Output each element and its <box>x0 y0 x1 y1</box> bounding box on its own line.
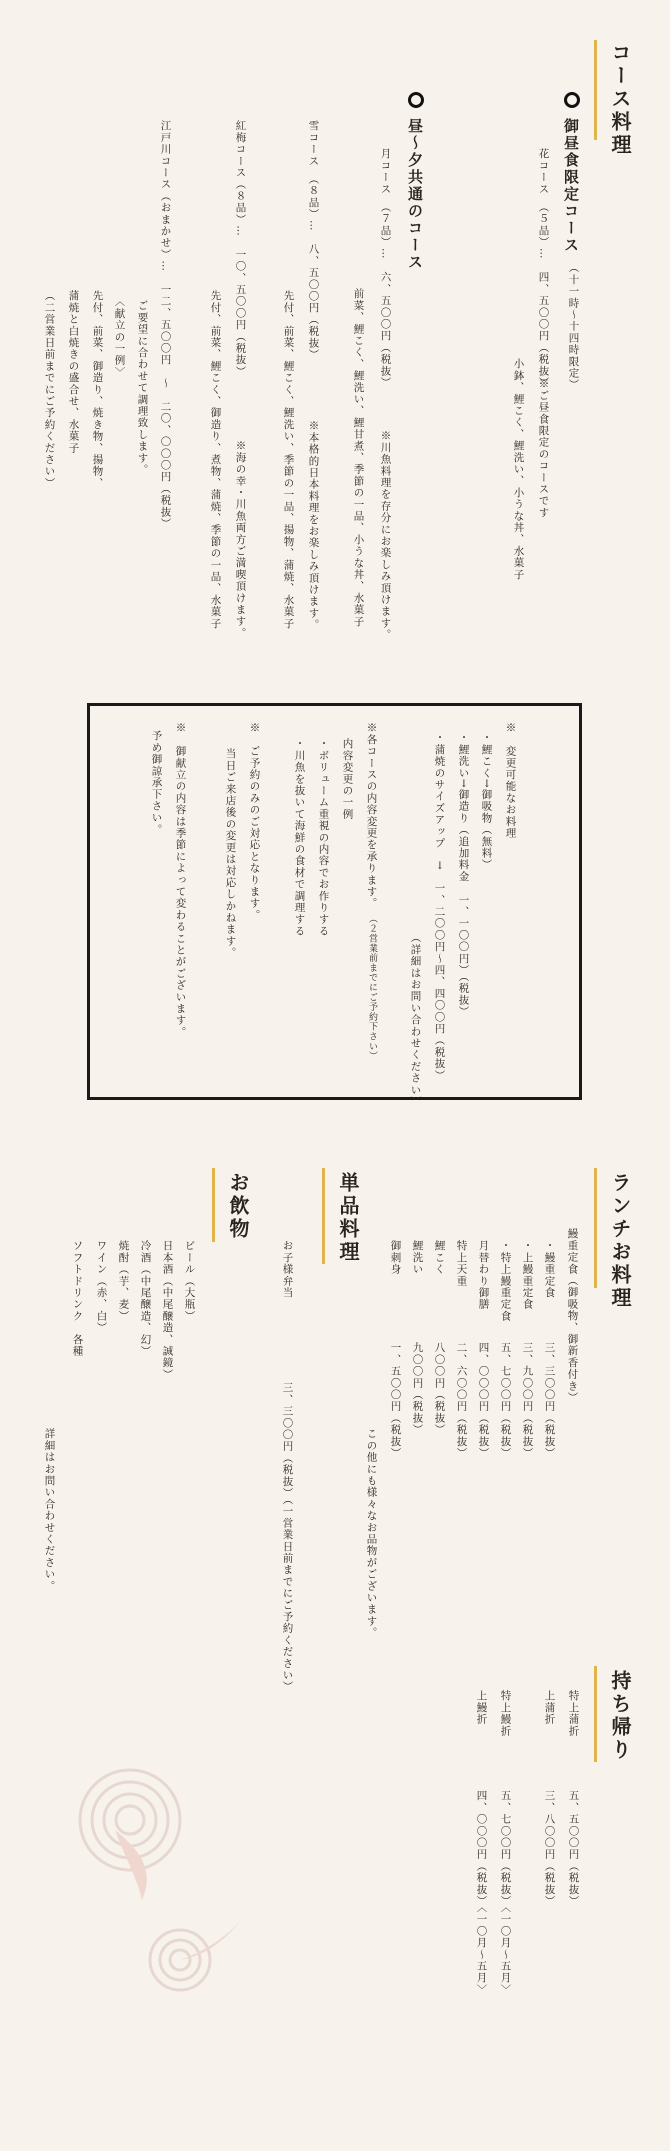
edo-course-sub1: ご要望に合わせて調理致します。 <box>136 300 149 476</box>
drink-item-0: ビール（大瓶） <box>183 1240 196 1322</box>
lunch-item-name-7: 御刺身 <box>389 1240 402 1276</box>
lunch-item-name-2: ・特上鰻重定食 <box>499 1240 512 1322</box>
kobai-course-line: 紅梅コース（８品）… 一〇、五〇〇円（税抜） <box>234 120 247 378</box>
season-note-2: 予め御諒承下さい。 <box>150 730 163 836</box>
change-item-4: （詳細はお問い合わせください） <box>409 932 422 1108</box>
lunch-item-price-3: 四、〇〇〇円（税抜） <box>477 1342 490 1459</box>
lunch-footer: この他にも様々なお品物がございます。 <box>365 1428 378 1639</box>
kobai-course-note: ※海の幸・川魚両方ご満喫頂けます。 <box>234 440 247 639</box>
change-item-3: ・蒲焼のサイズアップ → 一、二〇〇円〜四、四〇〇円（税抜） <box>433 732 446 1082</box>
edo-course-sub5: （二営業日前までにご予約ください） <box>43 290 56 489</box>
takeout-item-name-0: 特上蒲折 <box>567 1690 580 1737</box>
lunch-item-name-6: 鯉洗い <box>411 1240 424 1276</box>
edo-course-line: 江戸川コース（おまかせ）… 一二、五〇〇円 〜 二〇、〇〇〇円（税抜） <box>159 120 172 530</box>
drinks-title-accent <box>212 1168 215 1242</box>
edo-course-sub2: 〈献立の一例〉 <box>113 296 126 378</box>
takeout-item-name-2: 特上鰻折 <box>499 1690 512 1737</box>
change-head: ※ 変更可能なお料理 <box>504 722 517 839</box>
drink-item-4: ワイン（赤、白） <box>95 1240 108 1334</box>
yuki-course-items: 先付、前菜、鯉こく、鯉洗い、季節の一品、揚物、蒲焼、水菓子 <box>282 290 295 630</box>
content-change-1: 内容変更の一例 <box>341 738 354 820</box>
yuki-course-note: ※本格的日本料理をお楽しみ頂けます。 <box>307 420 320 631</box>
change-item-1: ・鯉こく→御吸物（無料） <box>480 732 493 871</box>
takeout-item-name-1: 上蒲折 <box>543 1690 556 1726</box>
lunch-item-price-0: 三、三〇〇円（税抜） <box>543 1342 556 1459</box>
change-item-2: ・鯉洗い→御造り（追加料金 一、一〇〇円）（税抜） <box>457 732 470 1018</box>
content-change-3: ・川魚を抜いて海鮮の食材で調理する <box>293 738 306 937</box>
lunch-title-accent <box>594 1168 597 1288</box>
hana-course-items: 小鉢、鯉こく、鯉洗い、小うな丼、水菓子 <box>512 358 525 581</box>
drink-item-5: ソフトドリンク 各種 <box>71 1240 84 1357</box>
content-change-2: ・ボリューム重視の内容でお作りする <box>317 738 330 937</box>
takeout-item-price-1: 三、八〇〇円（税抜） <box>543 1790 556 1907</box>
weekday-hours: （十一時〜十四時限定） <box>567 262 580 391</box>
drink-item-3: 焼酎（芋、麦） <box>117 1240 130 1322</box>
lunch-item-name-0: ・鰻重定食 <box>543 1240 556 1299</box>
drinks-title: お飲物 <box>226 1172 250 1241</box>
course-title: コース料理 <box>608 42 632 157</box>
season-note-1: ※ 御献立の内容は季節によって変わることがございます。 <box>174 722 187 1038</box>
lunch-title: ランチお料理 <box>608 1172 632 1310</box>
weekday-bullet-icon <box>564 92 580 108</box>
allday-course-header: 昼〜夕共通のコース <box>406 118 424 271</box>
edo-course-sub3: 先付、前菜、御造り、焼き物、揚物、 <box>91 290 104 489</box>
tsuki-course-items: 前菜、鯉こく、鯉洗い、鯉甘煮、季節の一品、小うな丼、水菓子 <box>352 288 365 628</box>
water-ripple-icon <box>60 1760 300 2000</box>
edo-course-sub4: 蒲焼と白焼きの盛合せ、水菓子 <box>67 290 80 454</box>
lunch-item-price-4: 二、六〇〇円（税抜） <box>455 1342 468 1459</box>
takeout-title: 持ち帰り <box>608 1670 632 1762</box>
lunch-item-name-3: 月替わり御膳 <box>477 1240 490 1311</box>
lunch-item-name-1: ・上鰻重定食 <box>521 1240 534 1311</box>
tsuki-course-note: ※川魚料理を存分にお楽しみ頂けます。 <box>379 430 392 641</box>
tanpin-item-name: お子様弁当 <box>281 1240 294 1299</box>
lunch-header: 鰻重定食（御吸物、御新香付き） <box>566 1228 579 1404</box>
weekday-course-header: 御昼食限定コース <box>562 118 580 254</box>
drink-item-2: 冷酒（中尾醸造、幻） <box>139 1240 152 1357</box>
tsuki-course-line: 月コース （７品）… 六、五〇〇円（税抜） <box>379 148 392 389</box>
lunch-item-price-6: 九〇〇円（税抜） <box>411 1342 424 1436</box>
takeout-title-accent <box>594 1666 597 1762</box>
lunch-item-price-5: 八〇〇円（税抜） <box>433 1342 446 1436</box>
tanpin-item-price: 三、三〇〇円（税抜）（一営業日前までにご予約ください） <box>281 1382 294 1693</box>
content-change-small: （２営業前までにご予約下さい） <box>367 914 377 1061</box>
allday-bullet-icon <box>408 92 424 108</box>
drink-item-1: 日本酒（中尾醸造、誠鏡） <box>161 1240 174 1381</box>
hana-course-line: 花コース （５品）… 四、五〇〇円（税抜） <box>537 148 550 389</box>
takeout-item-price-3: 四、〇〇〇円（税抜）〈一〇月〜五月〉 <box>475 1790 488 1996</box>
content-change-head: ※各コースの内容変更を承ります。 <box>365 722 378 910</box>
takeout-item-price-0: 五、五〇〇円（税抜） <box>567 1790 580 1907</box>
hana-course-note: ※ご昼食限定のコースです <box>537 378 550 519</box>
lunch-item-price-2: 五、七〇〇円（税抜） <box>499 1342 512 1459</box>
lunch-item-name-4: 特上天重 <box>455 1240 468 1287</box>
reservation-note-1: ※ ご予約のみのご対応となります。 <box>248 722 261 921</box>
drinks-footer: 詳細はお問い合わせください。 <box>43 1428 56 1592</box>
lunch-item-name-5: 鯉こく <box>433 1240 446 1276</box>
reservation-note-2: 当日ご来店後の変更は対応しかねます。 <box>224 748 237 959</box>
course-title-accent <box>594 40 597 140</box>
tanpin-title: 単品料理 <box>336 1172 360 1264</box>
takeout-item-price-2: 五、七〇〇円（税抜）〈一〇月〜五月〉 <box>499 1790 512 1996</box>
yuki-course-line: 雪コース （８品）… 八、五〇〇円（税抜） <box>307 120 320 361</box>
tanpin-title-accent <box>322 1168 325 1264</box>
lunch-item-price-7: 一、五〇〇円（税抜） <box>389 1342 402 1459</box>
lunch-item-price-1: 三、九〇〇円（税抜） <box>521 1342 534 1459</box>
takeout-item-name-3: 上鰻折 <box>475 1690 488 1726</box>
kobai-course-items: 先付、前菜、鯉こく、御造り、煮物、蒲焼、季節の一品、水菓子 <box>209 290 222 630</box>
